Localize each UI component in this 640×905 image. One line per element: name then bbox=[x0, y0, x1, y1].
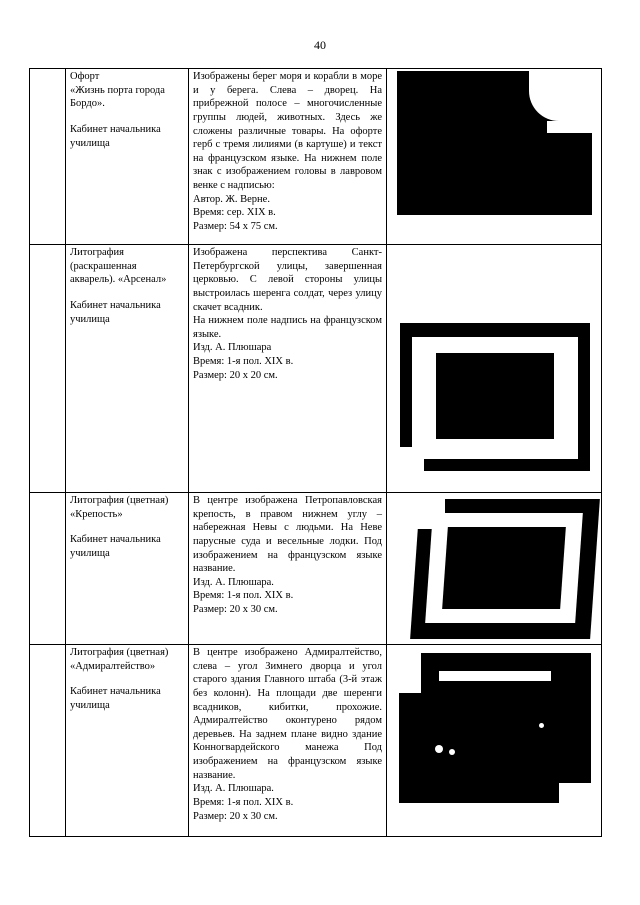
item-location: Кабинет начальника училища bbox=[70, 123, 161, 149]
item-location: Кабинет начальника училища bbox=[70, 686, 161, 711]
page-number: 40 bbox=[314, 38, 326, 52]
item-title: Литография (раскрашенная акварель). «Арсенал» bbox=[70, 247, 167, 286]
table-row bbox=[30, 245, 602, 493]
item-title: Литография (цветная) «Крепость» bbox=[70, 495, 169, 520]
title-cell bbox=[66, 645, 189, 837]
admiralty-photo bbox=[399, 653, 591, 803]
item-description: В центре изображено Адмиралтейство, слева – угол Зимнего дворца и угол старого здания Главного штаба (3-й этаж без колонн). На площади две шеренги всадников, кибитки, прохожие. Адмиралтейство оконтурено рядом деревьев. На заднем плане видно здание Конногвардейского манежа Под изображением на французском языке название. bbox=[193, 647, 382, 781]
table-row bbox=[30, 69, 602, 245]
description-cell bbox=[189, 245, 387, 493]
item-size: Размер: 54 х 75 см. bbox=[193, 221, 278, 233]
item-time: Время: 1-я пол. XIX в. bbox=[193, 356, 294, 368]
image-cell bbox=[387, 69, 602, 245]
fortress-photo bbox=[415, 499, 595, 639]
item-time: Время: сер. XIX в. bbox=[193, 207, 276, 219]
title-cell bbox=[66, 245, 189, 493]
item-location: Кабинет начальника училища bbox=[70, 534, 161, 559]
number-cell bbox=[30, 245, 66, 493]
item-description-note: На нижнем поле надпись на французском языке. bbox=[193, 315, 382, 340]
description-cell bbox=[189, 645, 387, 837]
item-size: Размер: 20 х 30 см. bbox=[193, 810, 278, 822]
table-row bbox=[30, 493, 602, 645]
item-location: Кабинет начальника училища bbox=[70, 299, 161, 325]
title-cell bbox=[66, 493, 189, 645]
item-author: Изд. А. Плюшара bbox=[193, 342, 272, 354]
title-cell bbox=[66, 69, 189, 245]
item-time: Время: 1-я пол. XIX в. bbox=[193, 590, 294, 602]
item-size: Размер: 20 х 20 см. bbox=[193, 369, 278, 381]
item-description: В центре изображена Петропавловская крепость, в правом нижнем углу – набережная Невы с людьми. На Неве парусные суда и весельные лодки. Под изображением на французском языке название. bbox=[193, 495, 382, 575]
item-description: Изображена перспектива Санкт-Петербургской улицы, завершенная церковью. С левой стороны улицы выстроилась шеренга солдат, через улицу скачет всадник. bbox=[193, 247, 382, 313]
item-author: Автор. Ж. Верне. bbox=[193, 193, 270, 205]
number-cell bbox=[30, 645, 66, 837]
engraving-photo bbox=[397, 71, 592, 215]
item-type: Офорт bbox=[70, 71, 100, 82]
image-cell bbox=[387, 645, 602, 837]
item-description: Изображены берег моря и корабли в море и у берега. Слева – дворец. На прибрежной полосе – многочисленные группы людей, животных. Здесь же сложены различные товары. На офорте герб с тремя лилиями (в картуше) и текст на французском языке. На нижнем поле знак с изображением головы в лавровом венке с надписью: bbox=[193, 71, 382, 192]
image-cell bbox=[387, 245, 602, 493]
number-cell bbox=[30, 493, 66, 645]
item-title: «Жизнь порта города Бордо». bbox=[70, 84, 165, 110]
catalog-table bbox=[29, 68, 602, 837]
image-cell bbox=[387, 493, 602, 645]
item-size: Размер: 20 х 30 см. bbox=[193, 604, 278, 616]
arsenal-photo bbox=[400, 323, 590, 471]
description-cell bbox=[189, 69, 387, 245]
item-author: Изд. А. Плюшара. bbox=[193, 783, 274, 795]
description-cell bbox=[189, 493, 387, 645]
item-time: Время: 1-я пол. XIX в. bbox=[193, 797, 294, 809]
table-row bbox=[30, 645, 602, 837]
item-title: Литография (цветная) «Адмиралтейство» bbox=[70, 647, 169, 672]
item-author: Изд. А. Плюшара. bbox=[193, 576, 274, 588]
number-cell bbox=[30, 69, 66, 245]
